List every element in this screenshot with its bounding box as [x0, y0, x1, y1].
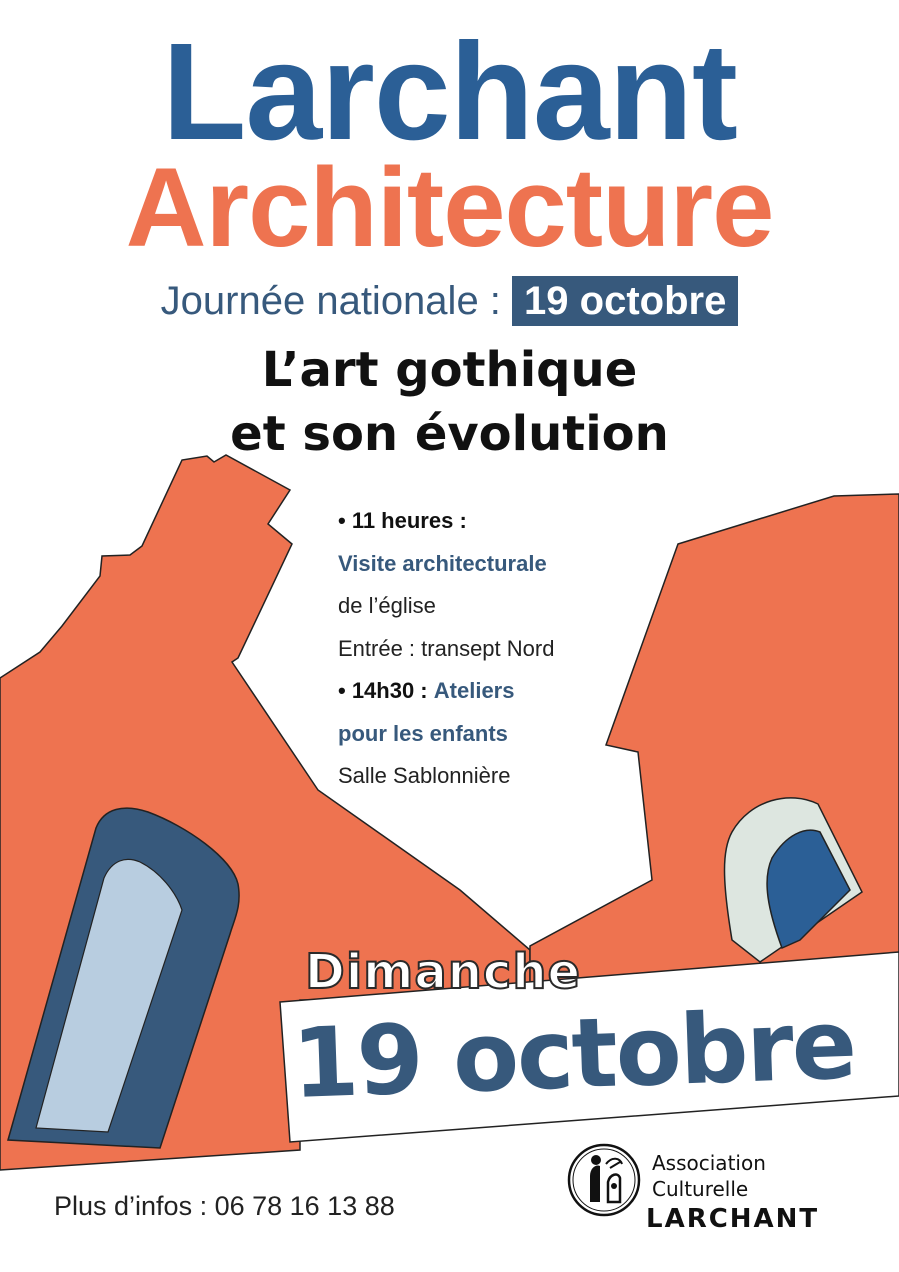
banner-day: Dimanche: [305, 944, 582, 1000]
theme-heading: [0, 338, 899, 466]
title-larchant: Larchant: [162, 15, 737, 169]
afternoon-time: • 14h30 :: [338, 678, 428, 703]
theme-line-1: L’art gothique: [261, 342, 638, 398]
association-line-2: Culturelle: [652, 1177, 749, 1201]
afternoon-event-2: pour les enfants: [338, 720, 508, 746]
contact-info: Plus d’infos : 06 78 16 13 88: [54, 1191, 395, 1221]
association-line-1: Association: [652, 1151, 766, 1175]
subtitle-date-badge: 19 octobre: [512, 276, 738, 326]
morning-place: de l’église: [338, 593, 436, 618]
association-line-3: LARCHANT: [646, 1204, 820, 1234]
morning-entry: Entrée : transept Nord: [338, 635, 555, 661]
program-list: [338, 500, 554, 798]
title-architecture: Architecture: [125, 145, 774, 270]
subtitle: [0, 276, 899, 326]
morning-event: Visite architecturale: [338, 550, 547, 576]
morning-time: • 11 heures :: [338, 508, 467, 533]
afternoon-place: Salle Sablonnière: [338, 763, 511, 788]
afternoon-event-1: Ateliers: [433, 678, 515, 703]
association-name: [646, 1150, 820, 1236]
theme-line-2: et son évolution: [230, 406, 669, 462]
right-building-shape: [530, 494, 899, 1000]
afternoon-line-1: [338, 670, 554, 713]
banner-date: 19 octobre: [290, 988, 857, 1120]
association-logo-icon: [566, 1142, 642, 1218]
subtitle-prefix: Journée nationale :: [160, 279, 501, 323]
